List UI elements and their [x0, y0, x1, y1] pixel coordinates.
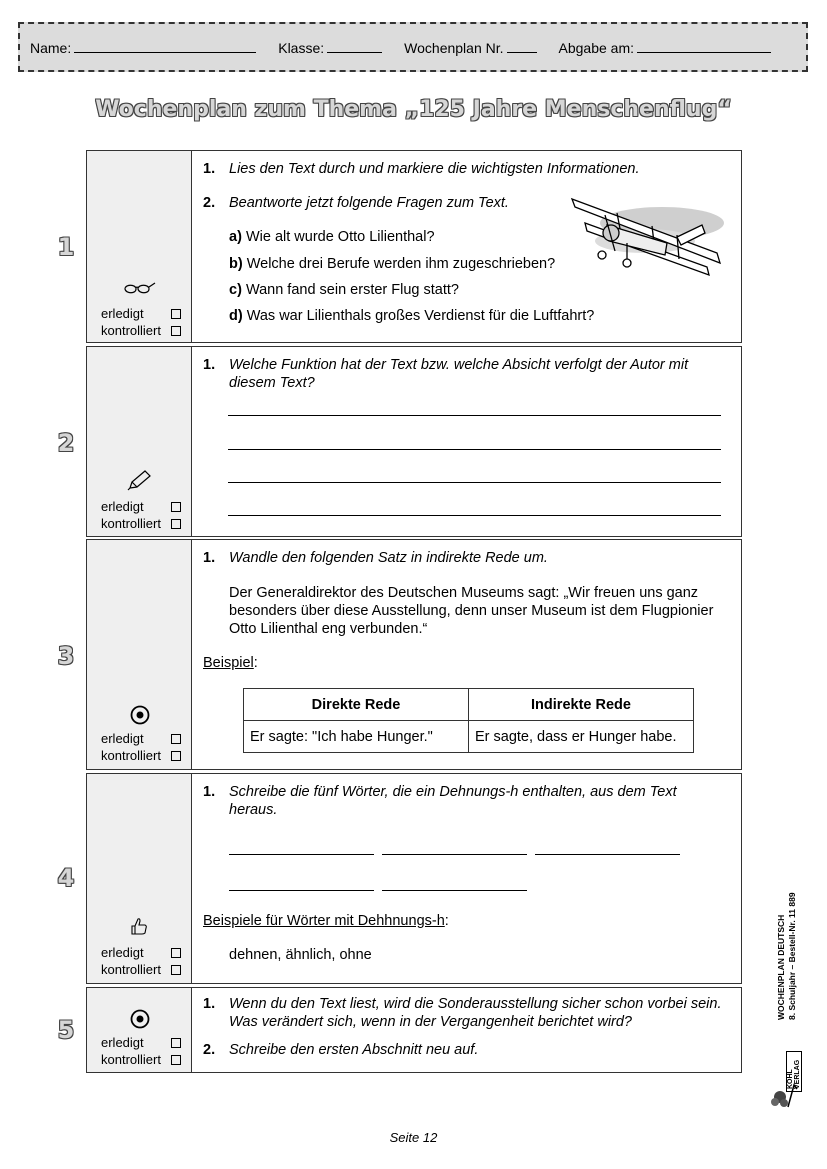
task-item — [203, 549, 548, 567]
example-label: Beispiel — [203, 655, 254, 671]
section-2 — [86, 346, 742, 537]
section-number: 4 — [57, 864, 75, 892]
example-colon: : — [253, 655, 258, 671]
publisher-side-text — [776, 850, 824, 1020]
word-answer-line[interactable] — [382, 890, 527, 891]
task-number: 1. — [203, 550, 216, 566]
checkbox[interactable] — [171, 326, 181, 336]
plan-line — [507, 39, 537, 53]
answer-line[interactable] — [228, 482, 721, 483]
publisher-logo-icon — [770, 1075, 800, 1113]
task-text: Wenn du den Text liest, wird die Sonderausstellung sicher schon vorbei sein. Was verändert sich, wenn in der Vergangenheit berichtet wird? — [229, 996, 722, 1030]
question-item — [229, 255, 555, 273]
examples-text: dehnen, ähnlich, ohne — [229, 947, 372, 963]
pencil-icon — [87, 469, 192, 496]
section-status-panel — [87, 347, 192, 536]
section-4 — [86, 773, 742, 984]
task-text: Welche Funktion hat der Text bzw. welche Absicht verfolgt der Autor mit diesem Text? — [229, 357, 689, 391]
target-icon — [87, 704, 192, 731]
checkbox[interactable] — [171, 965, 181, 975]
checkbox[interactable] — [171, 309, 181, 319]
task-number: 1. — [203, 996, 216, 1012]
word-answer-line[interactable] — [382, 854, 527, 855]
task-item — [203, 1041, 478, 1059]
done-checkbox[interactable] — [101, 1034, 181, 1051]
task-text: Beantworte jetzt folgende Fragen zum Text. — [229, 195, 509, 211]
done-label: erledigt — [101, 1035, 144, 1050]
example-table — [243, 688, 694, 753]
section-status-panel — [87, 988, 192, 1072]
task-number: 1. — [203, 161, 216, 177]
section-1 — [86, 150, 742, 343]
due-line — [637, 39, 771, 53]
column-header: Indirekte Rede — [469, 689, 694, 721]
examples-heading — [203, 912, 449, 930]
done-checkbox[interactable] — [101, 305, 181, 322]
task-number: 2. — [203, 195, 216, 211]
word-answer-line[interactable] — [535, 854, 680, 855]
hand-icon — [87, 916, 192, 941]
done-label: erledigt — [101, 306, 144, 321]
question-text: Wie alt wurde Otto Lilienthal? — [245, 229, 435, 245]
section-status-panel — [87, 151, 192, 342]
page-number: Seite 12 — [389, 1130, 438, 1145]
quote-text: Der Generaldirektor des Deutschen Museums sagt: „Wir freuen uns ganz besonders über diese Ausstellung, denn unser Museum ist dem Flugpionier Otto Lilienthal eng verbunden.“ — [229, 585, 714, 637]
student-info-header — [18, 22, 808, 72]
task-item — [203, 160, 640, 178]
checkbox[interactable] — [171, 734, 181, 744]
done-label: erledigt — [101, 731, 144, 746]
section-5 — [86, 987, 742, 1073]
question-label: a) — [229, 229, 242, 245]
question-item — [229, 307, 594, 325]
name-label: Name: — [30, 39, 72, 56]
checkbox[interactable] — [171, 948, 181, 958]
checked-checkbox[interactable] — [101, 747, 181, 764]
checked-label: kontrolliert — [101, 748, 161, 763]
checked-label: kontrolliert — [101, 516, 161, 531]
name-field[interactable] — [30, 39, 256, 56]
question-text: Welche drei Berufe werden ihm zugeschrieben? — [246, 256, 556, 272]
examples-label: Beispiele für Wörter mit Dehhnungs-h — [203, 913, 445, 929]
checked-checkbox[interactable] — [101, 961, 181, 978]
done-checkbox[interactable] — [101, 498, 181, 515]
side-line-1: WOCHENPLAN DEUTSCH — [776, 914, 786, 1020]
task-item — [203, 194, 509, 212]
checkbox[interactable] — [171, 502, 181, 512]
task-item — [203, 356, 727, 392]
task-text: Schreibe den ersten Abschnitt neu auf. — [229, 1042, 479, 1058]
side-line-2: 8. Schuljahr – Bestell-Nr. 11 889 — [787, 892, 797, 1020]
answer-line[interactable] — [228, 415, 721, 416]
section-number: 2 — [57, 429, 75, 457]
section-status-panel — [87, 774, 192, 983]
word-answer-line[interactable] — [229, 890, 374, 891]
done-label: erledigt — [101, 945, 144, 960]
question-text: Was war Lilienthals großes Verdienst für die Luftfahrt? — [246, 308, 595, 324]
section-number: 3 — [57, 642, 75, 670]
page-title: Wochenplan zum Thema „125 Jahre Menschenflug“ — [95, 97, 732, 122]
question-label: d) — [229, 308, 243, 324]
checked-checkbox[interactable] — [101, 1051, 181, 1068]
checked-label: kontrolliert — [101, 323, 161, 338]
publisher-logo-text: KOHL VERLAG — [786, 1051, 802, 1092]
checked-label: kontrolliert — [101, 962, 161, 977]
checked-checkbox[interactable] — [101, 322, 181, 339]
question-label: c) — [229, 282, 242, 298]
answer-line[interactable] — [228, 449, 721, 450]
done-checkbox[interactable] — [101, 944, 181, 961]
question-item — [229, 228, 435, 246]
target-icon — [87, 1008, 192, 1035]
class-line — [327, 39, 382, 53]
plan-number-field[interactable] — [404, 39, 536, 56]
word-answer-line[interactable] — [229, 854, 374, 855]
task-item — [203, 783, 727, 819]
checked-label: kontrolliert — [101, 1052, 161, 1067]
task-text: Schreibe die fünf Wörter, die ein Dehnungs-h enthalten, aus dem Text heraus. — [229, 784, 677, 818]
column-header: Direkte Rede — [244, 689, 469, 721]
answer-line[interactable] — [228, 515, 721, 516]
task-number: 1. — [203, 784, 216, 800]
class-field[interactable] — [278, 39, 382, 56]
task-text: Wandle den folgenden Satz in indirekte Rede um. — [229, 550, 548, 566]
section-3 — [86, 539, 742, 770]
checkbox[interactable] — [171, 1038, 181, 1048]
task-number: 2. — [203, 1042, 216, 1058]
checkbox[interactable] — [171, 519, 181, 529]
due-label: Abgabe am: — [558, 39, 635, 56]
done-checkbox[interactable] — [101, 730, 181, 747]
biplane-icon — [567, 193, 727, 287]
glasses-icon — [87, 281, 192, 302]
section-status-panel — [87, 540, 192, 769]
plan-label: Wochenplan Nr. — [404, 39, 504, 56]
due-date-field[interactable] — [559, 39, 772, 56]
checkbox[interactable] — [171, 1055, 181, 1065]
checkbox[interactable] — [171, 751, 181, 761]
question-item — [229, 281, 459, 299]
section-number: 5 — [57, 1016, 75, 1044]
example-heading — [203, 654, 258, 672]
examples-colon: : — [444, 913, 449, 929]
task-item — [203, 995, 727, 1031]
section-number: 1 — [57, 233, 75, 261]
name-line — [74, 39, 256, 53]
table-cell: Er sagte, dass er Hunger habe. — [469, 721, 694, 753]
checked-checkbox[interactable] — [101, 515, 181, 532]
done-label: erledigt — [101, 499, 144, 514]
table-header-row — [244, 689, 694, 721]
table-cell: Er sagte: "Ich habe Hunger." — [244, 721, 469, 753]
question-label: b) — [229, 256, 243, 272]
question-text: Wann fand sein erster Flug statt? — [245, 282, 459, 298]
class-label: Klasse: — [278, 39, 325, 56]
task-number: 1. — [203, 357, 216, 373]
table-row — [244, 721, 694, 753]
task-text: Lies den Text durch und markiere die wichtigsten Informationen. — [229, 161, 640, 177]
